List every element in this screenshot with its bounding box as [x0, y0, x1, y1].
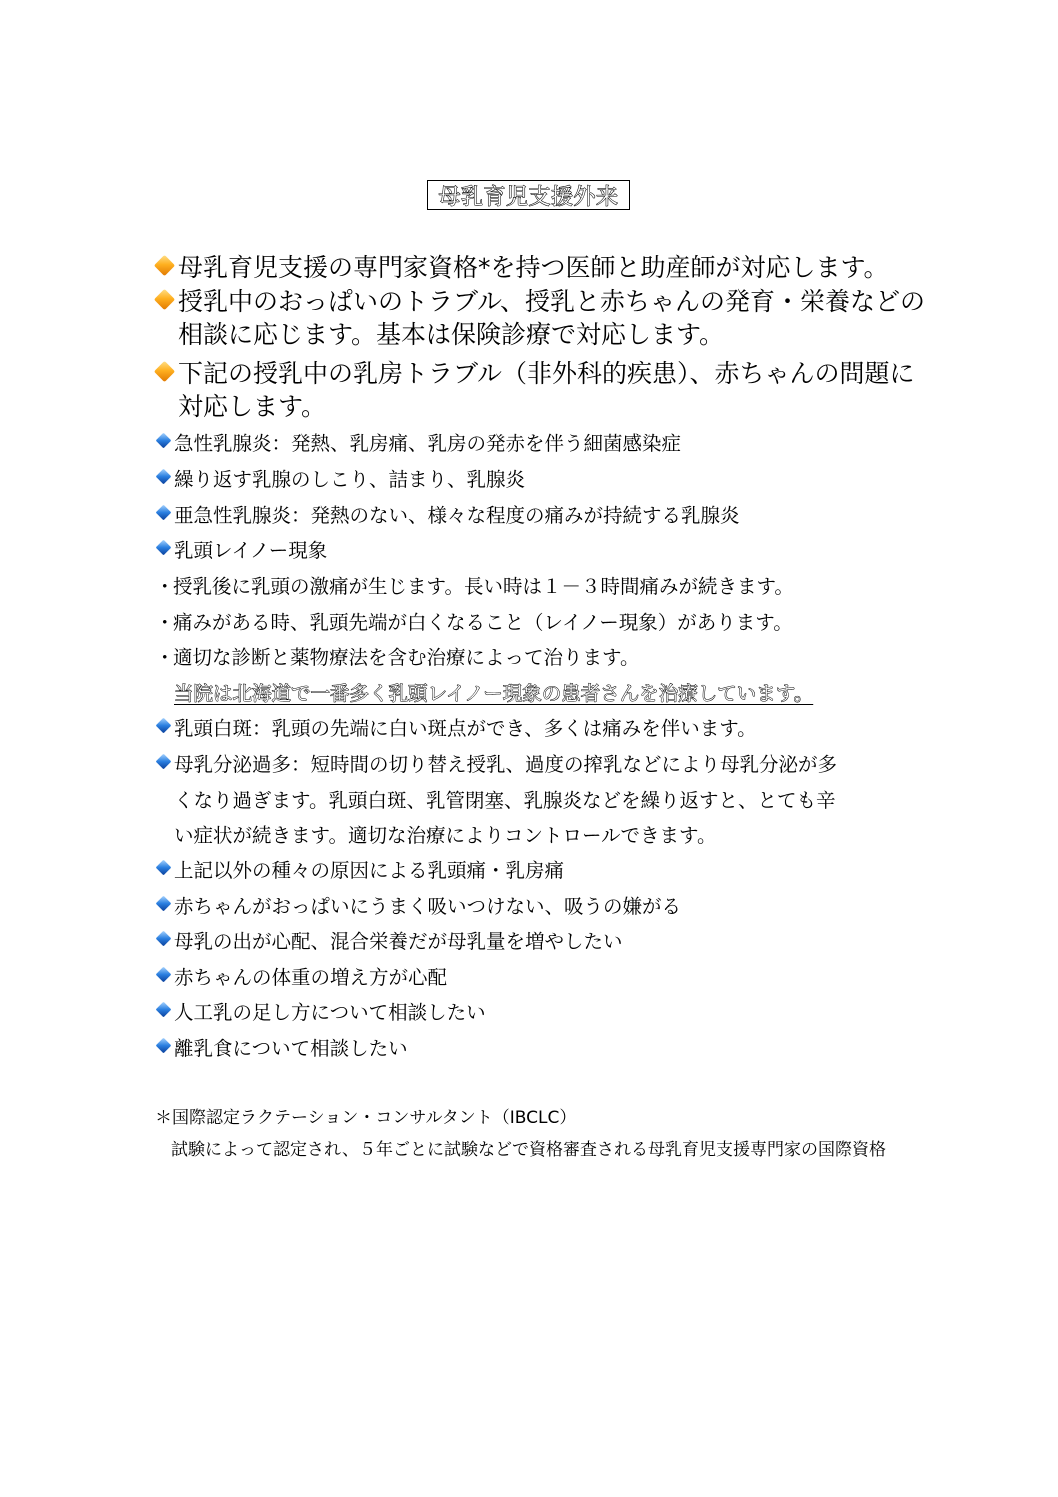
list-item-formula	[155, 995, 486, 1031]
intro-line: 相談に応じます。基本は保険診療で対応します。	[178, 320, 725, 349]
dot-bullet-icon: ・	[155, 575, 175, 598]
blue-diamond-icon	[156, 1002, 172, 1018]
list-item-text: くなり過ぎます。乳頭白斑、乳管閉塞、乳腺炎などを繰り返すと、とても辛	[174, 788, 836, 812]
intro-line: 母乳育児支援の専門家資格*を持つ医師と助産師が対応します。	[178, 253, 889, 282]
list-item-text: 急性乳腺炎：発熱、乳房痛、乳房の発赤を伴う細菌感染症	[174, 432, 682, 455]
bullet-text: 授乳後に乳頭の激痛が生じます。長い時は１－３時間痛みが続きます。	[173, 575, 794, 598]
list-item-acute-mastitis	[155, 426, 681, 462]
bullet-text: 痛みがある時、乳頭先端が白くなること（レイノー現象）があります。	[173, 611, 793, 634]
list-item-text: 赤ちゃんがおっぱいにうまく吸いつけない、吸うの嫌がる	[174, 895, 682, 918]
dot-bullet-icon: ・	[155, 646, 175, 669]
list-item-text: 赤ちゃんの体重の増え方が心配	[174, 966, 448, 989]
list-item-text: 母乳分泌過多：短時間の切り替え授乳、過度の搾乳などにより母乳分泌が多	[174, 753, 838, 776]
list-item-text: 離乳食について相談したい	[174, 1037, 408, 1060]
orange-diamond-icon	[154, 361, 175, 382]
blue-diamond-icon	[156, 433, 172, 449]
list-item-weaning	[155, 1031, 408, 1067]
footnote	[155, 1102, 886, 1166]
list-item-text: 上記以外の種々の原因による乳頭痛・乳房痛	[174, 859, 565, 882]
dot-bullet-icon: ・	[155, 611, 175, 634]
intro-item-2	[152, 285, 925, 351]
list-item-latch	[155, 889, 681, 925]
blue-diamond-icon	[156, 505, 172, 521]
list-item-text: 母乳の出が心配、混合栄養だが母乳量を増やしたい	[174, 930, 623, 953]
blue-diamond-icon	[156, 540, 172, 556]
list-item-text: 人工乳の足し方について相談したい	[174, 1001, 486, 1024]
intro-item-1	[152, 251, 889, 284]
raynaud-bullet-3	[155, 640, 639, 676]
list-item-oversupply	[155, 747, 837, 854]
list-item-raynaud	[155, 533, 327, 569]
blue-diamond-icon	[156, 469, 172, 485]
list-item-text: 亜急性乳腺炎：発熱のない、様々な程度の痛みが持続する乳腺炎	[174, 504, 740, 527]
raynaud-bullet-2	[155, 605, 793, 641]
list-item-text: 乳頭レイノー現象	[174, 539, 328, 562]
raynaud-emphasis: 当院は北海道で一番多く乳頭レイノー現象の患者さんを治療しています。	[174, 682, 814, 705]
list-item-supply	[155, 924, 623, 960]
intro-item-3	[152, 357, 915, 423]
intro-line: 対応します。	[178, 392, 327, 421]
list-item-text: い症状が続きます。適切な治療によりコントロールできます。	[174, 824, 717, 847]
page-title-box	[427, 180, 630, 210]
list-item-text: 乳頭白斑：乳頭の先端に白い斑点ができ、多くは痛みを伴います。	[174, 717, 757, 740]
raynaud-bullet-1	[155, 569, 794, 605]
blue-diamond-icon	[156, 931, 172, 947]
footnote-title: ＊国際認定ラクテーション・コンサルタント（IBCLC）	[155, 1108, 577, 1128]
blue-diamond-icon	[156, 718, 172, 734]
list-item-other-pain	[155, 853, 564, 889]
orange-diamond-icon	[154, 289, 175, 310]
bullet-text: 適切な診断と薬物療法を含む治療によって治ります。	[173, 646, 640, 669]
footnote-description: 試験によって認定され、５年ごとに試験などで資格審査される母乳育児支援専門家の国際資格	[171, 1140, 887, 1160]
blue-diamond-icon	[156, 754, 172, 770]
intro-line: 下記の授乳中の乳房トラブル（非外科的疾患）、赤ちゃんの問題に	[178, 359, 915, 388]
blue-diamond-icon	[156, 860, 172, 876]
orange-diamond-icon	[154, 255, 175, 276]
intro-line: 授乳中のおっぱいのトラブル、授乳と赤ちゃんの発育・栄養などの	[178, 287, 926, 316]
list-item-white-spot	[155, 711, 757, 747]
page-title: 母乳育児支援外来	[438, 184, 619, 210]
list-item-weight	[155, 960, 447, 996]
list-item-recurrent-lumps	[155, 462, 525, 498]
blue-diamond-icon	[156, 896, 172, 912]
list-item-text: 繰り返す乳腺のしこり、詰まり、乳腺炎	[174, 468, 526, 491]
blue-diamond-icon	[156, 1038, 172, 1054]
list-item-subacute-mastitis	[155, 498, 740, 534]
blue-diamond-icon	[156, 967, 172, 983]
